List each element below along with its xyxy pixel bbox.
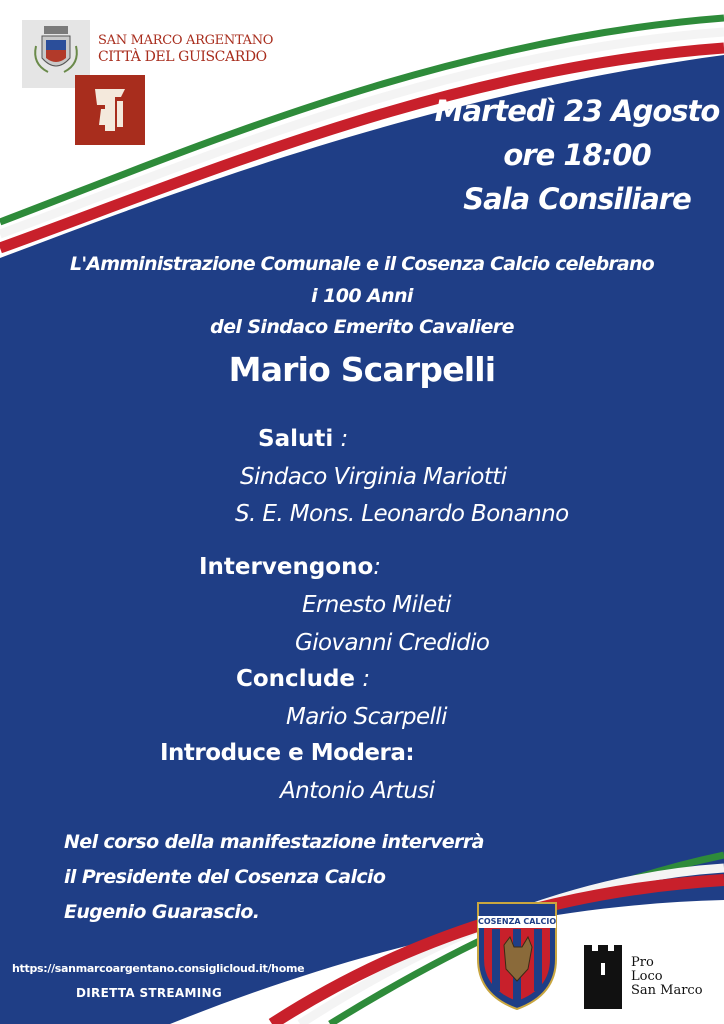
- saluti-speaker-1: Sindaco Virginia Mariotti: [240, 464, 507, 490]
- conclude-label: Conclude: [236, 666, 356, 692]
- intervengono-label: Intervengono: [199, 554, 374, 580]
- streaming-label: DIRETTA STREAMING: [76, 986, 222, 1000]
- intervengono-heading: [199, 554, 381, 580]
- honoree-name: Mario Scarpelli: [228, 350, 496, 389]
- intervengono-colon: :: [373, 554, 382, 580]
- introduce-heading: Introduce e Modera:: [160, 740, 415, 766]
- intervengono-speaker-2: Giovanni Credidio: [295, 630, 490, 656]
- proloco-line-1: Pro: [631, 955, 654, 970]
- cosenza-calcio-badge-icon: [474, 897, 560, 1012]
- note-line-3: Eugenio Guarascio.: [64, 901, 260, 923]
- introduce-speaker: Antonio Artusi: [280, 778, 435, 804]
- note-line-1: Nel corso della manifestazione interverrà: [64, 831, 484, 853]
- event-venue: Sala Consiliare: [463, 182, 691, 216]
- proloco-line-3: San Marco: [631, 983, 703, 998]
- proloco-text: [631, 956, 703, 998]
- saluti-speaker-2: S. E. Mons. Leonardo Bonanno: [235, 501, 569, 527]
- event-date: Martedì 23 Agosto: [434, 94, 720, 128]
- event-time: ore 18:00: [503, 138, 651, 172]
- municipality-name: SAN MARCO ARGENTANO: [98, 33, 274, 48]
- intro-line-2: i 100 Anni: [311, 285, 413, 307]
- municipality-subtitle: CITTÀ DEL GUISCARDO: [98, 49, 267, 65]
- streaming-url[interactable]: https://sanmarcoargentano.consiglicloud.it/home: [12, 962, 305, 975]
- proloco-line-2: Loco: [631, 969, 663, 984]
- intro-line-1: L'Amministrazione Comunale e il Cosenza Calcio celebrano: [70, 253, 654, 275]
- saluti-label: Saluti: [258, 426, 334, 452]
- club-badge-text: COSENZA CALCIO: [478, 917, 557, 926]
- conclude-speaker: Mario Scarpelli: [286, 704, 447, 730]
- pro-loco-tower-icon: [584, 945, 622, 1009]
- conclude-heading: [236, 666, 370, 692]
- saluti-heading: [258, 426, 348, 452]
- intervengono-speaker-1: Ernesto Mileti: [302, 592, 451, 618]
- intro-line-3: del Sindaco Emerito Cavaliere: [210, 316, 514, 338]
- conclude-colon: :: [362, 666, 371, 692]
- saluti-colon: :: [340, 426, 349, 452]
- note-line-2: il Presidente del Cosenza Calcio: [64, 866, 386, 888]
- guiscardo-logo-icon: [75, 75, 145, 145]
